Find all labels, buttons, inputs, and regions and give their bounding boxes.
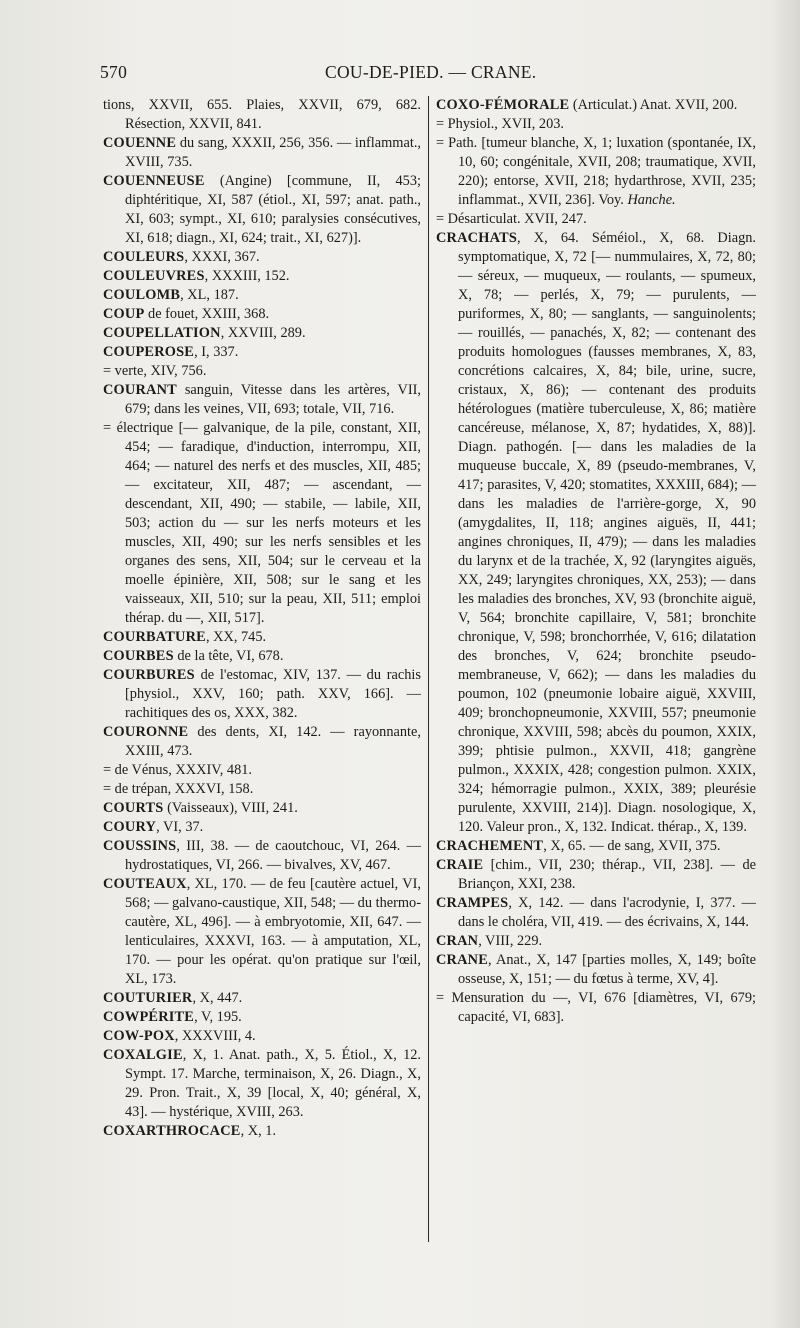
entry-text: , X, 64. Séméiol., X, 68. Diagn. symptomatique, X, 72 [— nummulaires, X, 72, 80; — séreux, — muqueux, — roulants, — spumeux, X, 78; — perlés, X, 79; — purulents, — puriformes, X, 80; — sanglants, — sanguinolents; — rouillés, — panachés, X, 82; — contenant des produits homologues (fausses membranes, X, 83, concrétions calcaires, X, 84; bile, urine, sucre, cristaux, X, 86); — contenant des produits hétérologues (matière tuberculeuse, X, 86; matière cancéreuse, mélanose, X, 87; hydatides, X, 88)]. Diagn. pathogén. [— dans les maladies de la muqueuse buccale, X, 89 (pseudo-membranes, V, 417; parasites, V, 420; stomatites, XXXIII, 684); — dans les maladies de l'arrière-gorge, X, 90 (amygdalites, II, 118; angines aiguës, II, 441; angines chroniques, II, 479); — dans les maladies du larynx et de la trachée, X, 92 (laryngites aiguës, XX, 249; laryngites chroniques, XX, 253); — dans les maladies des bronches, XV, 93 (bronchite aiguë, V, 564; bronchite capillaire, V, 581; bronchite chronique, V, 598; bronchorrhée, V, 616; dilatation des bronches, V, 624; bronchite pseudo-membraneuse, V, 662); — dans les maladies du poumon, 102 (pneumonie lobaire aiguë, XXVIII, 409; bronchopneumonie, XXVIII, 557; pneumonie chronique, XXVIII, 598; abcès du poumon, XXIX, 399; phtisie pulmon., XXVII, 418; gangrène pulmon., XXXIX, 428; congestion pulmon. XXIX, 324; hémorragie pulmon., XXIX, 389; pleurésie purulente, XXVIII, 214)]. Diagn. nosologique, X, 120. Valeur pron., X, 132. Indicat. thérap., X, 139. [458, 230, 756, 835]
entry-text: = de trépan, XXXVI, 158. [103, 781, 254, 797]
index-entry [103, 172, 421, 248]
entry-headword: CRAIE [436, 857, 484, 873]
entry-text: , Anat., X, 147 [parties molles, X, 149; boîte osseuse, X, 151; — du fœtus à terme, XV, 4]. [458, 952, 756, 987]
entry-headword: COURBATURE [103, 629, 206, 645]
entry-text: = Path. [tumeur blanche, X, 1; luxation (spontanée, IX, 10, 60; congénitale, XVII, 208; traumatique, XVII, 220); entorse, XVII, 218; hydarthrose, XVII, 235; inflammat., XVII, 236]. Voy. [436, 135, 756, 208]
entry-headword: COULEUVRES [103, 268, 205, 284]
entry-headword: COXARTHROCACE [103, 1123, 241, 1139]
entry-headword: COURTS [103, 800, 164, 816]
index-entry [436, 210, 756, 229]
entry-headword: COUENNEUSE [103, 173, 205, 189]
running-head: COU-DE-PIED. — CRANE. [325, 62, 537, 82]
index-entry [103, 324, 421, 343]
index-entry [436, 932, 756, 951]
entry-text: , XXXVIII, 4. [174, 1028, 256, 1044]
index-entry [103, 96, 421, 134]
entry-headword: COXO-FÉMORALE [436, 97, 570, 113]
entry-headword: COWPÉRITE [103, 1009, 195, 1025]
index-entry [436, 989, 756, 1027]
entry-headword: COUPELLATION [103, 325, 221, 341]
entry-text: , III, 38. — de caoutchouc, VI, 264. — hydrostatiques, VI, 266. — bivalves, XV, 467. [125, 838, 421, 873]
entry-text: du sang, XXXII, 256, 356. — inflammat., XVIII, 735. [125, 135, 421, 170]
entry-headword: COUTURIER [103, 990, 193, 1006]
index-entry [103, 723, 421, 761]
index-entry [103, 134, 421, 172]
entry-text: tions, XXVII, 655. Plaies, XXVII, 679, 682. Résection, XXVII, 841. [103, 97, 421, 132]
entry-headword: COUPEROSE [103, 344, 195, 360]
index-entry [436, 134, 756, 210]
entry-headword: COURONNE [103, 724, 189, 740]
index-entry [436, 229, 756, 837]
index-entry [103, 875, 421, 989]
entry-text: = verte, XIV, 756. [103, 363, 207, 379]
entry-text: , X, 65. — de sang, XVII, 375. [543, 838, 721, 854]
index-entry [103, 666, 421, 723]
entry-headword: COURBURES [103, 667, 195, 683]
entry-text: = de Vénus, XXXIV, 481. [103, 762, 252, 778]
index-entry [103, 628, 421, 647]
left-column [103, 96, 421, 1141]
page-header [100, 62, 760, 90]
entry-text: (Articulat.) Anat. XVII, 200. [569, 97, 738, 113]
index-entry [103, 1122, 421, 1141]
entry-text: sanguin, Vitesse dans les artères, VII, 679; dans les veines, VII, 693; totale, VII, 716. [125, 382, 421, 417]
index-entry [103, 799, 421, 818]
right-column [436, 96, 756, 1027]
index-entry [103, 381, 421, 419]
index-entry [103, 818, 421, 837]
entry-text: = Mensuration du —, VI, 676 [diamètres, VI, 679; capacité, VI, 683]. [436, 990, 756, 1025]
entry-headword: COW-POX [103, 1028, 175, 1044]
index-entry [103, 248, 421, 267]
index-entry [436, 115, 756, 134]
entry-text: , I, 337. [194, 344, 239, 360]
index-entry [103, 305, 421, 324]
entry-text: = électrique [— galvanique, de la pile, constant, XII, 454; — faradique, d'induction, interrompu, XII, 464; — naturel des nerfs et des muscles, XII, 485; — excitateur, XII, 487; — ascendant, — descendant, XII, 490; — stabile, — labile, XII, 503; action du — sur les nerfs moteurs et les muscles, XII, 490; sur les nerfs sensibles et les organes des sens, XII, 504; sur le cerveau et la moelle épinière, XII, 508; sur le sang et les vaisseaux, XII, 510; sur la peau, XII, 511; emploi thérap. du —, XII, 517]. [103, 420, 421, 626]
entry-italic-reference: Hanche. [627, 192, 676, 208]
entry-text: de l'estomac, XIV, 137. — du rachis [physiol., XXV, 160; path. XXV, 166]. — rachitiques des os, XXX, 382. [125, 667, 421, 721]
entry-text: , XXXI, 367. [184, 249, 260, 265]
entry-text: , V, 195. [194, 1009, 242, 1025]
entry-text: , VIII, 229. [478, 933, 543, 949]
index-entry [103, 286, 421, 305]
entry-text: , VI, 37. [156, 819, 204, 835]
entry-text: , X, 1. Anat. path., X, 5. Étiol., X, 12. Sympt. 17. Marche, terminaison, X, 26. Diagn., X, 29. Pron. Trait., X, 39 [local, X, 40; général, X, 43]. — hystérique, XVIII, 263. [125, 1047, 421, 1120]
entry-text: de fouet, XXIII, 368. [144, 306, 270, 322]
index-entry [436, 856, 756, 894]
entry-text: , XL, 170. — de feu [cautère actuel, VI, 568; — galvano-caustique, XII, 548; — du thermo-cautère, XL, 496]. — à embryotomie, XII, 647. — lenticulaires, XXXVI, 163. — à amputation, XL, 170. — pour les opérat. qu'on pratique sur l'œil, XL, 173. [125, 876, 421, 987]
entry-text: (Angine) [commune, II, 453; diphtéritique, XI, 587 (étiol., XI, 597; anat. path., XI, 603; sympt., XI, 610; paralysies consécutives, XI, 618; diagn., XI, 624; trait., XI, 627)]. [125, 173, 421, 246]
entry-text: , X, 447. [192, 990, 243, 1006]
index-entry [103, 1046, 421, 1122]
index-entry [103, 989, 421, 1008]
index-entry [103, 267, 421, 286]
entry-text: de la tête, VI, 678. [173, 648, 284, 664]
entry-headword: COXALGIE [103, 1047, 183, 1063]
index-entry [436, 837, 756, 856]
entry-headword: COURBES [103, 648, 174, 664]
entry-text: , XXXIII, 152. [204, 268, 290, 284]
entry-text: , XL, 187. [180, 287, 239, 303]
index-entry [436, 951, 756, 989]
index-entry [103, 837, 421, 875]
column-divider [428, 96, 429, 1242]
entry-headword: CRANE [436, 952, 489, 968]
entry-headword: COUTEAUX [103, 876, 187, 892]
entry-headword: COURY [103, 819, 157, 835]
index-entry [103, 1027, 421, 1046]
entry-headword: CRACHATS [436, 230, 518, 246]
entry-headword: CRAMPES [436, 895, 509, 911]
entry-text: = Désarticulat. XVII, 247. [436, 211, 587, 227]
index-entry [436, 96, 756, 115]
entry-text: = Physiol., XVII, 203. [436, 116, 565, 132]
entry-text: [chim., VII, 230; thérap., VII, 238]. — de Briançon, XXI, 238. [458, 857, 756, 892]
entry-text: , XX, 745. [205, 629, 267, 645]
index-entry [103, 1008, 421, 1027]
entry-text: , X, 142. — dans l'acrodynie, I, 377. — dans le choléra, VII, 419. — des écrivains, X, 144. [458, 895, 756, 930]
entry-text: (Vaisseaux), VIII, 241. [163, 800, 298, 816]
entry-text: , XXVIII, 289. [220, 325, 306, 341]
index-entry [103, 343, 421, 362]
page-edge-shadow [770, 0, 800, 1328]
entry-headword: CRACHEMENT [436, 838, 544, 854]
entry-text: , X, 1. [240, 1123, 277, 1139]
entry-headword: COULEURS [103, 249, 185, 265]
entry-headword: COUENNE [103, 135, 177, 151]
index-entry [103, 647, 421, 666]
entry-headword: COURANT [103, 382, 177, 398]
index-entry [436, 894, 756, 932]
index-entry [103, 419, 421, 628]
entry-headword: COULOMB [103, 287, 181, 303]
index-entry [103, 780, 421, 799]
entry-headword: CRAN [436, 933, 479, 949]
index-entry [103, 761, 421, 780]
entry-headword: COUP [103, 306, 145, 322]
entry-headword: COUSSINS [103, 838, 177, 854]
entry-text: des dents, XI, 142. — rayonnante, XXIII, 473. [125, 724, 421, 759]
page-number: 570 [100, 62, 128, 82]
index-entry [103, 362, 421, 381]
